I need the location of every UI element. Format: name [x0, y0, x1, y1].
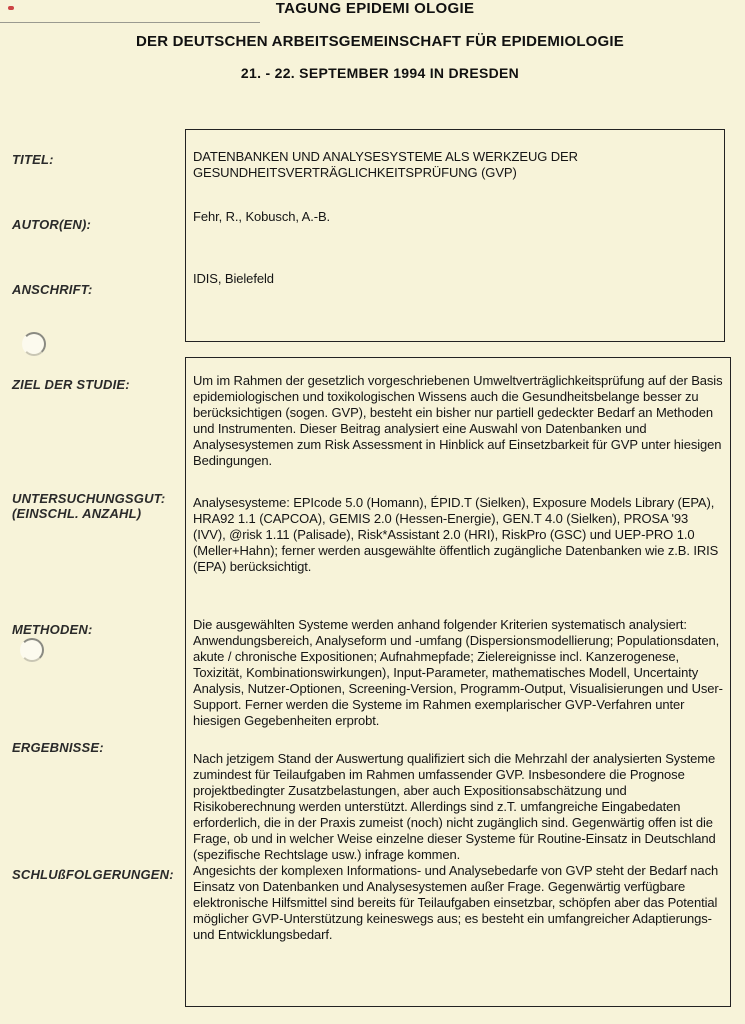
- organization-title: DER DEUTSCHEN ARBEITSGEMEINSCHAFT FÜR EPIDEMIOLOGIE: [135, 33, 624, 50]
- label-untersuchungsgut: UNTERSUCHUNGSGUT:: [12, 491, 166, 506]
- field-autor: Fehr, R., Kobusch, A.-B.: [193, 209, 331, 224]
- field-methoden: Die ausgewählten Systeme werden anhand folgender Kriterien systematisch analysiert: Anwendungsbereich, Analyseform und -umfang (Dispersionsmodellierung; Populationsdaten, akute / chronische Expositionen; Aufnahmepfade; Zielereignisse incl. Kanzerogenese, Toxizität, Kombinationswirkungen), Input-Parameter, mathematisches Modell, Uncertainty Analysis, Nutzer-Optionen, Screening-Version, Programm-Output, Visualisierungen und User-Support. Ferner werden die Systeme im Rahmen exemplarischer GVP-Verfahren unter hiesigen Gegebenheiten erprobt.: [193, 617, 723, 728]
- punch-hole: [22, 332, 46, 356]
- label-schlussfolgerungen: SCHLUßFOLGERUNGEN:: [12, 867, 174, 882]
- label-anschrift: ANSCHRIFT:: [12, 282, 93, 297]
- label-autor: AUTOR(EN):: [12, 217, 92, 232]
- field-anschrift: IDIS, Bielefeld: [193, 271, 274, 286]
- label-methoden: METHODEN:: [12, 622, 93, 637]
- label-ziel: ZIEL DER STUDIE:: [12, 377, 130, 392]
- punch-hole: [20, 638, 44, 662]
- field-ergebnisse: Nach jetzigem Stand der Auswertung qualifiziert sich die Mehrzahl der analysierten Systeme zumindest für Teilaufgaben im Rahmen umfassender GVP. Insbesondere die Prognose projektbedingter Zusatzbelastungen, aber auch Expositionsabschätzung und Risikoberechnung werden unterstützt. Allerdings sind z.T. umfangreiche Eingabedaten erforderlich, die in der Praxis zumeist (noch) nicht zugänglich sind. Gegenwärtig offen ist die Frage, ob und in welcher Weise einzelne dieser Systeme für Routine-Einsatz in Deutschland (spezifische Rechtslage usw.) infrage kommen.: [193, 751, 716, 862]
- conference-title: TAGUNG EPIDEMI OLOGIE: [275, 0, 475, 17]
- field-schlussfolgerungen: Angesichts der komplexen Informations- und Analysebedarfe von GVP steht der Bedarf nach Einsatz von Datenbanken und Analysesystemen außer Frage. Gegenwärtig verfügbare elektronische Hilfsmittel sind bereits für Teilaufgaben einsetzbar, schöpfen aber das Potential möglicher GVP-Unterstützung keineswegs aus; es besteht ein umfangreicher Adaptierungs- und Entwicklungsbedarf.: [193, 863, 719, 942]
- ink-mark: [8, 6, 14, 10]
- field-untersuchungsgut: Analysesysteme: EPIcode 5.0 (Homann), ÉPID.T (Sielken), Exposure Models Library (EPA), HRA92 1.1 (CAPCOA), GEMIS 2.0 (Hessen-Energie), GEN.T 4.0 (Sielken), PROSA '93 (IVV), @risk 1.11 (Palisade), Risk*Assistant 2.0 (HRI), RiskPro (GSC) und UEP-PRO 1.0 (Meller+Hahn); ferner werden ausgewählte öffentlich zugängliche Datenbanken wie z.B. IRIS (EPA) berücksichtigt.: [193, 495, 719, 574]
- label-titel: TITEL:: [12, 152, 54, 167]
- field-ziel: Um im Rahmen der gesetzlich vorgeschriebenen Umweltverträglichkeitsprüfung auf der Basis epidemiologischen und toxikologischen Wissens auch die Gesundheitsbelange besser zu berücksichtigen (sogen. GVP), besteht ein bisher nur partiell gedeckter Bedarf an Methoden und Instrumenten. Dieser Beitrag analysiert eine Auswahl von Datenbanken und Analysesystemen zum Risk Assessment in Hinblick auf Einsetzbarkeit für GVP unter hiesigen Bedingungen.: [193, 373, 723, 468]
- label-ergebnisse: ERGEBNISSE:: [12, 740, 104, 755]
- header-rule: [0, 22, 260, 23]
- conference-date: 21. - 22. SEPTEMBER 1994 IN DRESDEN: [240, 65, 520, 81]
- field-titel: DATENBANKEN UND ANALYSESYSTEME ALS WERKZEUG DER GESUNDHEITSVERTRÄGLICHKEITSPRÜFUNG (GVP): [193, 149, 578, 180]
- label-einschl-anzahl: (EINSCHL. ANZAHL): [12, 506, 142, 521]
